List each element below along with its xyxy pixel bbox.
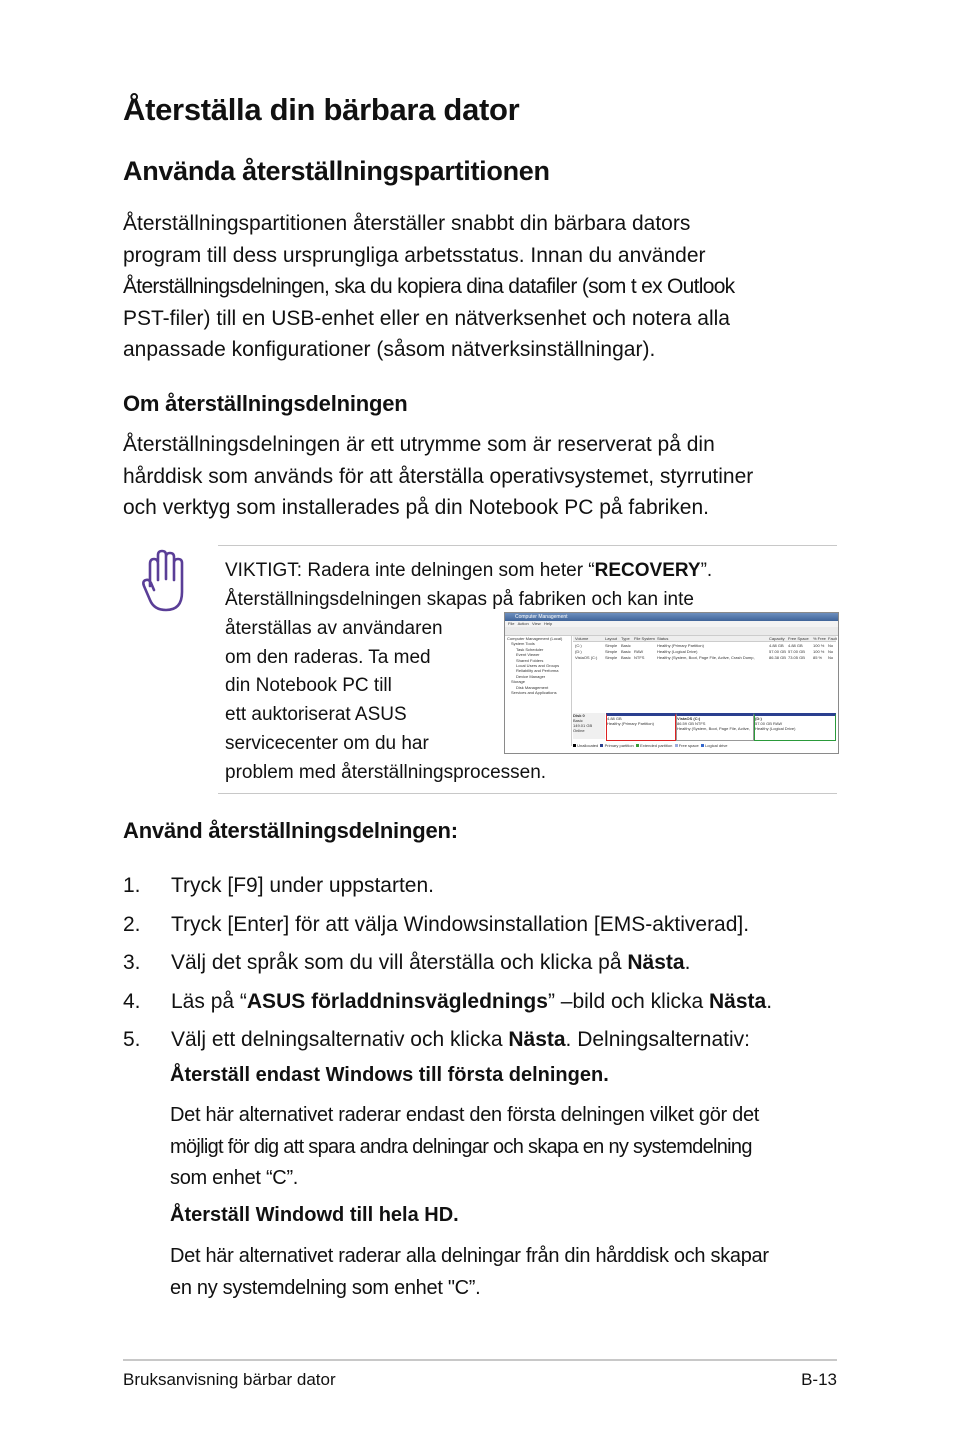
column-header: Type [621, 636, 630, 641]
tree-item: Task Scheduler [516, 646, 544, 652]
intro-line: Återställningsdelningen, ska du kopiera dina datafiler (som t ex Outlook [123, 275, 735, 298]
intro-line: anpassade konfigurationer (såsom nätverksinställningar). [123, 338, 656, 361]
page-title: Återställa din bärbara dator [123, 92, 520, 127]
cell: Healthy (Logical Drive) [657, 649, 698, 654]
partition-status: Healthy (System, Boot, Page File, Active, [677, 726, 750, 731]
cell: 4.88 GB [788, 643, 803, 648]
legend-swatch [636, 744, 639, 747]
column-header: Layout [605, 636, 618, 641]
column-header: File System [634, 636, 655, 641]
column-header: Status [657, 636, 669, 641]
recovery-label: RECOVERY [594, 560, 701, 581]
tree-item: System Tools [511, 641, 535, 647]
cell: Healthy (System, Boot, Page File, Active, Crash Dump, [657, 655, 755, 660]
disk-status: Online [573, 728, 585, 733]
tree-item: Event Viewer [516, 652, 540, 658]
volume-table-header [573, 636, 836, 642]
cell: 57.00 GB [788, 649, 805, 654]
cell: 100 % [813, 649, 825, 654]
note-line-3: återställas av användaren [225, 618, 443, 639]
cell: Basic [621, 643, 631, 648]
about-line: hårddisk som används för att återställa operativsystemet, styrrutiner [123, 464, 754, 488]
cell: 85 % [813, 655, 823, 660]
disk-management-screenshot [504, 612, 839, 754]
step-number: 3. [123, 951, 141, 974]
column-header: % Free [813, 636, 826, 641]
steps-heading: Använd återställningsdelningen: [123, 818, 458, 843]
option-line: Det här alternativet raderar endast den första delningen vilket gör det [170, 1104, 760, 1126]
cell: 57.00 GB [769, 649, 786, 654]
column-header: Fault [828, 636, 837, 641]
step-number: 4. [123, 989, 141, 1013]
step-text: . [766, 989, 773, 1013]
option-title: Återställ Windowd till hela HD. [170, 1204, 459, 1226]
disk-size: 149.01 GB [573, 723, 593, 728]
legend-swatch [573, 744, 576, 747]
step-emphasis: Nästa [508, 1028, 566, 1051]
cell: No [828, 643, 834, 648]
option-line: möjligt för dig att spara andra delningar och skapa en ny systemdelning [170, 1135, 752, 1158]
footer-rule [123, 1359, 837, 1361]
section-title: Använda återställningspartitionen [123, 156, 550, 186]
menu-view: View [532, 621, 541, 626]
step-item [123, 909, 837, 948]
navigation-tree [507, 636, 572, 746]
cell: No [828, 655, 834, 660]
partition-data [754, 713, 836, 741]
column-header: Volume [575, 636, 589, 641]
step-text: ” –bild och klicka [547, 989, 710, 1013]
menu-action: Action [517, 621, 529, 626]
cell: Basic [621, 649, 631, 654]
toolbar [505, 627, 838, 636]
column-header: Free Space [788, 636, 809, 641]
cell: 100 % [813, 643, 825, 648]
cell: (C:) [575, 643, 582, 648]
volume-row [573, 649, 836, 654]
step-item [123, 986, 837, 1025]
cell: Basic [621, 655, 631, 660]
partition-size: 86.59 GB NTFS [677, 721, 706, 726]
intro-paragraph [123, 208, 837, 366]
disk-type: Basic [573, 718, 583, 723]
partition-status: Healthy (Logical Drive) [755, 726, 796, 731]
cell: 4.88 GB [769, 643, 784, 648]
tree-item: Services and Applications [511, 689, 557, 695]
footer-title: Bruksanvisning bärbar dator [123, 1370, 336, 1389]
step-item [123, 947, 837, 986]
cell: RAW [634, 649, 644, 654]
cell: Simple [605, 649, 618, 654]
note-line-8: problem med återställningsprocessen. [225, 762, 547, 783]
cell: Simple [605, 643, 618, 648]
step-emphasis: Nästa [709, 989, 767, 1013]
legend-swatch [701, 744, 704, 747]
partition-system [676, 713, 754, 741]
legend-item: Free space [678, 743, 699, 748]
note-bottom-rule [218, 793, 837, 794]
menu-file: File [508, 621, 515, 626]
partition-name: (D:) [755, 716, 762, 721]
legend-item: Primary partition [604, 743, 634, 748]
note-line-1 [225, 556, 712, 585]
step-number: 1. [123, 874, 141, 897]
cell: (D:) [575, 649, 582, 654]
intro-line: Återställningspartitionen återställer snabbt din bärbara dators [123, 212, 691, 235]
partition-size: 57.00 GB RAW [755, 721, 783, 726]
step-emphasis: Nästa [627, 951, 685, 974]
intro-line: PST-filer) till en USB-enhet eller en nätverksenhet och notera alla [123, 306, 730, 330]
column-header: Capacity [769, 636, 785, 641]
legend-swatch [600, 744, 603, 747]
option-title: Återställ endast Windows till första delningen. [170, 1064, 609, 1086]
step-text: Välj det språk som du vill återställa och klicka på [171, 951, 628, 974]
note-line-6: ett auktoriserat ASUS [225, 704, 407, 725]
step-item [123, 870, 837, 909]
tree-item: Reliability and Performa [516, 668, 559, 674]
option-description [170, 1100, 837, 1195]
volume-row [573, 655, 836, 660]
partition-legend [573, 743, 836, 749]
partition-name: VistaOS (C:) [677, 716, 701, 721]
tree-item: Shared Folders [516, 657, 544, 663]
menu-help: Help [544, 621, 553, 626]
note-line-2: Återställningsdelningen skapas på fabriken och kan inte [225, 589, 694, 610]
cell: NTFS [634, 655, 645, 660]
step-item [123, 1024, 837, 1063]
step-number: 2. [123, 912, 141, 936]
legend-item: Unallocated [577, 743, 599, 748]
note-line-4: om den raderas. Ta med [225, 647, 431, 668]
legend-item: Extended partition [640, 743, 673, 748]
partition-status: Healthy (Primary Partition) [607, 721, 654, 726]
option-line: en ny systemdelning som enhet "C”. [170, 1276, 481, 1299]
step-number: 5. [123, 1028, 141, 1051]
step-text: Tryck [Enter] för att välja Windowsinstallation [EMS-aktiverad]. [171, 912, 750, 936]
legend-swatch [675, 744, 678, 747]
cell: Healthy (Primary Partition) [657, 643, 704, 648]
option-line: Det här alternativet raderar alla delningar från din hårddisk och skapar [170, 1245, 769, 1267]
step-emphasis: ASUS förladdninsväglednings [246, 989, 548, 1013]
disk-map [573, 713, 836, 739]
cell: No [828, 649, 834, 654]
window-title: Computer Management [505, 613, 838, 621]
volume-row [573, 643, 836, 648]
cell: 86.38 GB [769, 655, 786, 660]
partition-recovery [606, 713, 676, 741]
step-text: . [684, 951, 691, 974]
steps-list [123, 870, 837, 1063]
tree-item: Storage [511, 679, 526, 685]
tree-item: Local Users and Groups [516, 662, 560, 668]
about-paragraph [123, 429, 837, 524]
step-text: Läs på “ [171, 989, 247, 1013]
step-text: Välj ett delningsalternativ och klicka [171, 1028, 509, 1051]
note-text: VIKTIGT: Radera inte delningen som heter “ [225, 560, 595, 581]
legend-item: Logical drive [705, 743, 728, 748]
partition-size: 4.88 GB [607, 716, 622, 721]
hand-stop-icon [140, 548, 190, 614]
option-description [170, 1241, 837, 1304]
about-line: Återställningsdelningen är ett utrymme som är reserverat på din [123, 433, 715, 456]
note-line-5: din Notebook PC till [225, 675, 392, 696]
about-line: och verktyg som installerades på din Notebook PC på fabriken. [123, 496, 709, 519]
note-top-rule [218, 545, 837, 546]
intro-line: program till dess ursprungliga arbetsstatus. Innan du använder [123, 243, 706, 267]
about-heading: Om återställningsdelningen [123, 391, 408, 416]
note-text: ”. [700, 560, 713, 581]
tree-item: Disk Management [516, 684, 549, 690]
disk-info [573, 713, 605, 739]
option-line: som enhet “C”. [170, 1167, 299, 1189]
cell: VistaOS (C:) [575, 655, 598, 660]
step-text: . Delningsalternativ: [565, 1028, 750, 1051]
tree-item: Computer Management (Local) [507, 636, 563, 641]
note-line-7: servicecenter om du har [225, 733, 429, 754]
cell: Simple [605, 655, 618, 660]
tree-item: Device Manager [516, 673, 546, 679]
disk-label: Disk 0 [573, 713, 585, 718]
cell: 73.05 GB [788, 655, 805, 660]
page-number: B-13 [801, 1370, 837, 1389]
step-text: Tryck [F9] under uppstarten. [171, 874, 435, 897]
